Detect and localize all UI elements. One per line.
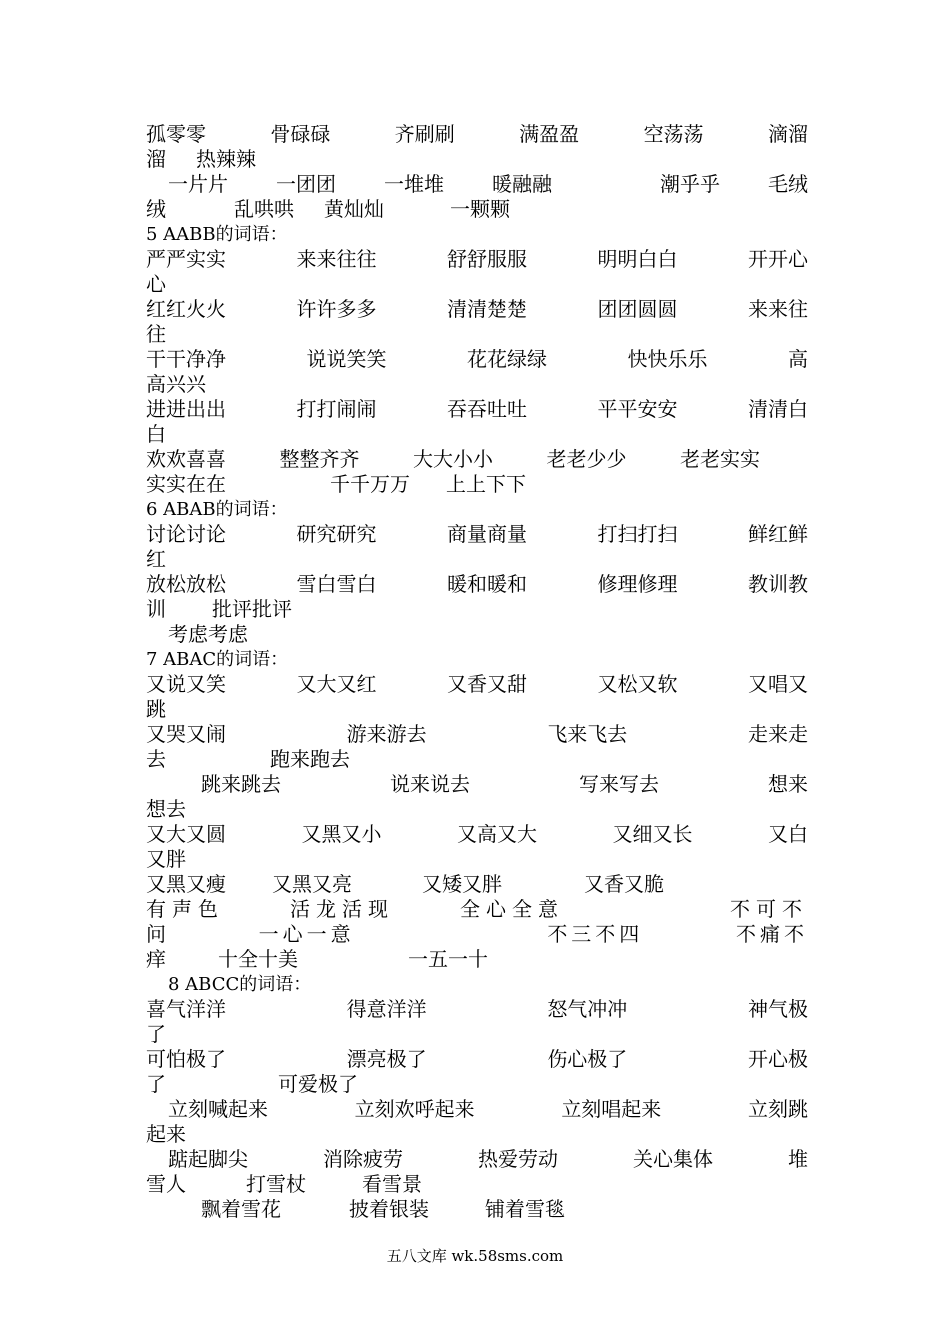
word: 说来说去 <box>390 772 470 796</box>
word: 清清楚楚 <box>447 297 527 321</box>
word: 又香又甜 <box>447 672 527 696</box>
document-body <box>146 122 808 1222</box>
word: 又白 <box>768 822 808 846</box>
word: 批评批评 <box>212 597 292 621</box>
word-continuation: 起来 <box>146 1122 186 1146</box>
word: 开开心 <box>748 247 808 271</box>
word-row <box>146 1147 808 1172</box>
word: 大大小小 <box>413 447 493 471</box>
word: 潮乎乎 <box>660 172 720 196</box>
word: 又大又圆 <box>146 822 226 846</box>
word: 又哭又闹 <box>146 722 226 746</box>
word: 打雪杖 <box>246 1172 306 1196</box>
word: 欢欢喜喜 <box>146 447 226 471</box>
word: 放松放松 <box>146 572 226 596</box>
word-row <box>146 397 808 422</box>
section-heading: 8 ABCC的词语： <box>168 974 312 995</box>
word-continuation: 白 <box>146 422 166 446</box>
word-continuation: 跳 <box>146 697 166 721</box>
word-row <box>146 1197 808 1222</box>
word-continuation: 了 <box>146 1022 166 1046</box>
word-row <box>146 722 808 747</box>
word: 披着银装 <box>349 1197 429 1221</box>
word: 雪白雪白 <box>296 572 377 596</box>
word-continuation: 红 <box>146 547 166 571</box>
word: 毛绒 <box>768 172 808 196</box>
word: 立刻跳 <box>747 1097 808 1121</box>
word-continuation: 心 <box>146 272 166 296</box>
word: 又矮又胖 <box>422 872 502 896</box>
word: 千千万万 <box>330 472 410 496</box>
word: 一片片 <box>168 172 228 196</box>
word: 有声色 <box>146 897 224 921</box>
word: 实实在在 <box>146 472 226 496</box>
section-heading: 6 ABAB的词语： <box>146 499 288 520</box>
word-row <box>146 522 808 547</box>
word: 孤零零 <box>146 122 206 146</box>
word: 堆 <box>788 1147 808 1171</box>
word: 关心集体 <box>633 1147 713 1171</box>
word: 进进出出 <box>146 397 226 421</box>
word-row <box>146 347 808 372</box>
word: 游来游去 <box>346 722 427 746</box>
word: 严严实实 <box>146 247 226 271</box>
word: 讨论讨论 <box>146 522 226 546</box>
word: 说说笑笑 <box>306 347 387 371</box>
word: 暖和暖和 <box>447 572 527 596</box>
word: 乱哄哄 <box>234 197 294 221</box>
word-row <box>146 997 808 1022</box>
word: 写来写去 <box>579 772 659 796</box>
word-row <box>146 922 808 947</box>
word: 又细又长 <box>612 822 693 846</box>
word: 上上下下 <box>446 472 526 496</box>
word: 铺着雪毯 <box>485 1197 565 1221</box>
word-row <box>146 772 808 797</box>
word: 绒 <box>146 197 166 221</box>
word: 全心全意 <box>460 897 564 921</box>
word: 滴溜 <box>767 122 808 146</box>
word-row <box>146 172 808 197</box>
word: 又黑又瘦 <box>146 872 226 896</box>
word: 不三不四 <box>547 922 644 946</box>
word-row <box>146 1172 808 1197</box>
word: 一堆堆 <box>384 172 444 196</box>
word: 打打闹闹 <box>296 397 377 421</box>
word-row <box>146 122 808 147</box>
word: 教训教 <box>748 572 808 596</box>
word: 得意洋洋 <box>346 997 427 1021</box>
section-heading: 5 AABB的词语： <box>146 224 288 245</box>
word-continuation: 往 <box>146 322 166 346</box>
word: 一团团 <box>276 172 336 196</box>
word: 一心一意 <box>258 922 355 946</box>
word-row <box>146 147 808 172</box>
word: 热爱劳动 <box>478 1147 558 1171</box>
word-row <box>146 447 808 472</box>
word: 满盈盈 <box>519 122 580 146</box>
word: 漂亮极了 <box>346 1047 427 1071</box>
word: 跳来跳去 <box>201 772 281 796</box>
word: 喜气洋洋 <box>146 997 226 1021</box>
word: 骨碌碌 <box>270 122 331 146</box>
word-row <box>146 947 808 972</box>
word: 又说又笑 <box>146 672 226 696</box>
word: 黄灿灿 <box>324 197 384 221</box>
word: 立刻喊起来 <box>168 1097 268 1121</box>
word: 老老实实 <box>680 447 760 471</box>
word: 活龙活现 <box>290 897 394 921</box>
word: 商量商量 <box>447 522 527 546</box>
word: 高 <box>788 347 808 371</box>
word: 又唱又 <box>748 672 808 696</box>
word-row <box>146 872 808 897</box>
word-row <box>146 622 808 647</box>
word: 平平安安 <box>597 397 678 421</box>
word: 神气极 <box>747 997 808 1021</box>
word: 怒气冲冲 <box>547 997 628 1021</box>
word: 可爱极了 <box>278 1072 358 1096</box>
word: 不可不 <box>730 897 808 921</box>
word: 不痛不 <box>735 922 808 946</box>
word-row <box>146 747 808 772</box>
word: 考虑考虑 <box>168 622 248 646</box>
word: 雪人 <box>146 1172 186 1196</box>
word-row <box>146 1047 808 1072</box>
word: 想来 <box>768 772 808 796</box>
word: 立刻欢呼起来 <box>354 1097 475 1121</box>
word: 十全十美 <box>218 947 298 971</box>
word: 又黑又小 <box>301 822 382 846</box>
word: 打扫打扫 <box>597 522 678 546</box>
word: 明明白白 <box>597 247 678 271</box>
word: 团团圆圆 <box>597 297 678 321</box>
word-continuation: 想去 <box>146 797 186 821</box>
word: 红红火火 <box>146 297 226 321</box>
word-continuation: 高兴兴 <box>146 372 206 396</box>
word-row <box>146 297 808 322</box>
word: 修理修理 <box>597 572 678 596</box>
word: 研究研究 <box>296 522 377 546</box>
word: 又松又软 <box>597 672 678 696</box>
word: 快快乐乐 <box>627 347 708 371</box>
word-row <box>146 197 808 222</box>
word: 花花绿绿 <box>467 347 547 371</box>
word: 又高又大 <box>457 822 537 846</box>
word: 开心极 <box>747 1047 808 1071</box>
word: 溜 <box>146 147 166 171</box>
word: 一五一十 <box>408 947 488 971</box>
word-row <box>146 572 808 597</box>
word: 又香又脆 <box>584 872 664 896</box>
section-heading: 7 ABAC的词语： <box>146 649 289 670</box>
word: 看雪景 <box>362 1172 422 1196</box>
word-row <box>146 672 808 697</box>
word: 清清白 <box>748 397 808 421</box>
word-row <box>146 472 808 497</box>
word: 走来走 <box>747 722 808 746</box>
word-row <box>146 597 808 622</box>
word: 暖融融 <box>492 172 552 196</box>
word: 痒 <box>146 947 166 971</box>
word: 干干净净 <box>146 347 226 371</box>
word: 伤心极了 <box>547 1047 628 1071</box>
word: 消除疲劳 <box>323 1147 403 1171</box>
word: 问 <box>146 922 166 946</box>
word: 又大又红 <box>296 672 377 696</box>
word: 立刻唱起来 <box>561 1097 662 1121</box>
page-footer: 五八文库 wk.58sms.com <box>386 1247 564 1265</box>
word-row <box>146 247 808 272</box>
word: 一颗颗 <box>450 197 510 221</box>
word: 可怕极了 <box>146 1047 226 1071</box>
word: 热辣辣 <box>196 147 256 171</box>
word: 了 <box>146 1072 166 1096</box>
word: 飞来飞去 <box>547 722 628 746</box>
word: 来来往往 <box>296 247 377 271</box>
word-row <box>146 822 808 847</box>
word: 老老少少 <box>546 447 627 471</box>
word: 又黑又亮 <box>272 872 352 896</box>
word: 训 <box>146 597 166 621</box>
word: 飘着雪花 <box>201 1197 281 1221</box>
word: 来来往 <box>748 297 808 321</box>
word: 舒舒服服 <box>447 247 527 271</box>
word: 鲜红鲜 <box>748 522 808 546</box>
word-row <box>146 897 808 922</box>
word: 空荡荡 <box>643 122 704 146</box>
word: 踮起脚尖 <box>168 1147 248 1171</box>
word: 吞吞吐吐 <box>447 397 527 421</box>
word: 跑来跑去 <box>270 747 350 771</box>
word: 齐刷刷 <box>394 122 455 146</box>
word: 许许多多 <box>296 297 377 321</box>
word-continuation: 又胖 <box>146 847 186 871</box>
word-row <box>146 1097 808 1122</box>
word-row <box>146 1072 808 1097</box>
word: 整整齐齐 <box>279 447 360 471</box>
word: 去 <box>146 747 166 771</box>
